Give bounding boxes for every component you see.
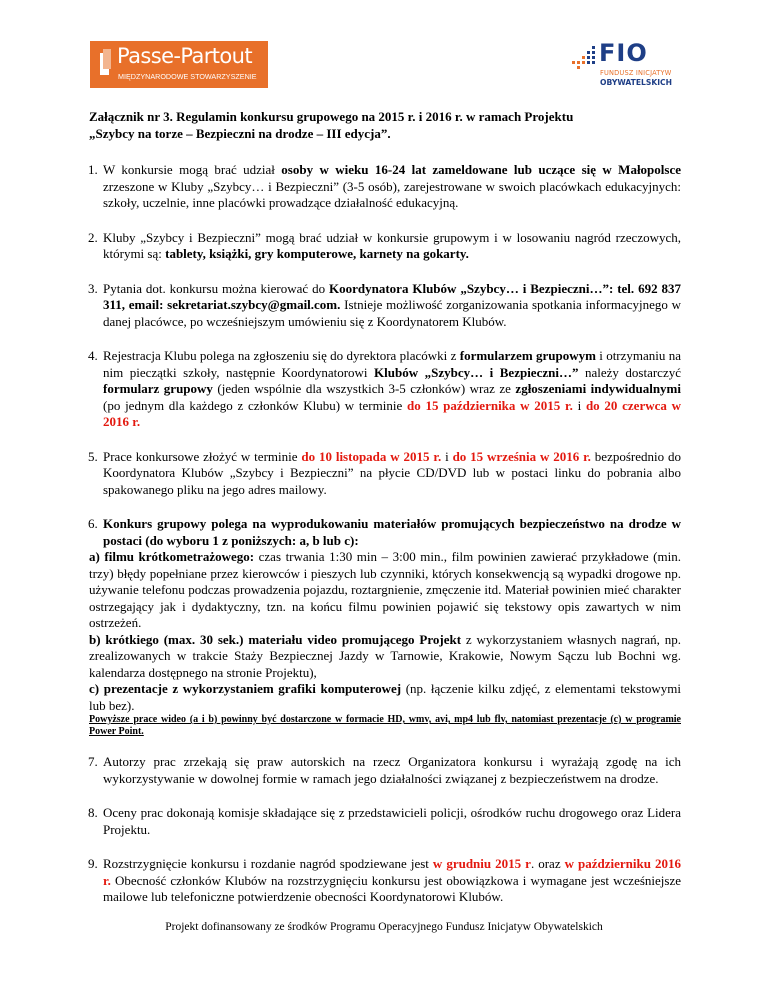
list-item-2: 2. Kluby „Szybcy i Bezpieczni” mogą brać udział w konkursie grupowym i w losowaniu nagród rzeczowych, którymi są: tablety, książki, gry komputerowe, karnety na gokarty. (88, 229, 681, 261)
list-item-9: 9. Rozstrzygnięcie konkursu i rozdanie nagród spodziewane jest w grudniu 2015 r. oraz w październiku 2016 r. Obecność członków Klubów na rozstrzygnięciu konkursu jest obowiązkowa i wymagane jest wcześniejsze mailowe lub telefoniczne potwierdzenie obecności Koordynatorowi Klubów. (88, 856, 682, 904)
list-item-8: 8. Oceny prac dokonają komisje składające się z przedstawicieli policji, ośrodków ruchu drogowego oraz Lidera Projektu. (88, 805, 681, 837)
document-title: Załącznik nr 3. Regulamin konkursu grupowego na 2015 r. i 2016 r. w ramach Projektu „Szybcy na torze – Bezpieczni na drodze – III edycja”. (89, 109, 574, 141)
list-item-4: 4. Rejestracja Klubu polega na zgłoszeniu się do dyrektora placówki z formularzem grupowym i otrzymaniu na nim pieczątki szkoły, następnie Koordynatorowi Klubów „Szybcy… i Bezpieczni…” należy dostarczyć formularz grupowy (jeden wspólnie dla wszystkich 3-5 członków) wraz ze zgłoszeniami indywidualnymi (po jednym dla każdego z członków Klubu) w terminie do 15 października w 2015 r. i do 20 czerwca w 2016 r. (88, 348, 682, 429)
option-a: a) filmu krótkometrażowego: czas trwania 1:30 min – 3:00 min., film powinien zawierać przykładowe (min. trzy) błędy popełniane przez kierowców i pieszych lub czynniki, których konsekwencją są wypadki drogowe np. używanie telefonu podczas prowadzenia pojazdu, roztargnienie, zmęczenie itd. Materiał powinien mieć charakter ostrzegający jak i dydaktyczny, tzn. na końcu filmu powinien pojawić się tekstowy opis zawartych w nim ostrzeżeń. (89, 549, 681, 630)
document-body (89, 109, 681, 924)
logo-mark-icon (100, 49, 111, 75)
logo-right-line1: FUNDUSZ INICJATYW (600, 69, 672, 77)
list-item-6: 6. Konkurs grupowy polega na wyprodukowaniu materiałów promujących bezpieczeństwo na drodze w postaci (do wyboru 1 z poniższych: a, b lub c): a) filmu krótkometrażowego: czas trwania 1:30 min – 3:00 min., film powinien zawierać przykładowe (min. trzy) błędy popełniane przez kierowców i pieszych lub czynniki, których konsekwencją są wypadki drogowe np. używanie telefonu podczas prowadzenia pojazdu, roztargnienie, zmęczenie itd. Materiał powinien mieć charakter ostrzegający jak i dydaktyczny, tzn. na końcu filmu powinien pojawić się tekstowy opis zawartych w nim ostrzeżeń. b) krótkiego (max. 30 sek.) materiału video promującego Projekt z wykorzystaniem własnych nagrań, np. zrealizowanych w trakcie Staży Bezpiecznej Jazdy w Tarnowie, Krakowie, Nowym Sączu lub Bochni wg. kalendarza dostępnego na stronie Projektu), c) prezentacje z wykorzystaniem grafiki komputerowej (np. łączenie kilku zdjęć, z elementami tekstowymi lub bez). Powyższe prace wideo (a i b) powinny być dostarczone w formacie HD, wmv, avi, mp4 lub flv, natomiast prezentacje (c) w programie Power Point. (88, 516, 681, 737)
logo-left-subtitle: MIĘDZYNARODOWE STOWARZYSZENIE (118, 72, 257, 81)
list-item-5: 5. Prace konkursowe złożyć w terminie do 10 listopada w 2015 r. i do 15 września w 2016 r. bezpośrednio do Koordynatora Klubów „Szybcy i Bezpieczni” na płycie CD/DVD lub w postaci linku do pobrania albo spakowanego pliku na jego adres mailowy. (88, 448, 681, 497)
logo-right-name: FIO (599, 39, 648, 67)
list-item-3: 3. Pytania dot. konkursu można kierować do Koordynatora Klubów „Szybcy… i Bezpieczni…”: tel. 692 837 311, email: sekretariat.szybcy@gmail.com. Istnieje możliwość zorganizowania spotkania informacyjnego w danej placówce, po wcześniejszym umówieniu się z Koordynatorem Klubów. (88, 280, 681, 329)
list-item-7: 7. Autorzy prac zrzekają się praw autorskich na rzecz Organizatora konkursu i wyrażają zgodę na ich wykorzystywanie w dowolnej formie w ramach jego działalności związanej z bezpieczeństwem na drodze. (88, 754, 681, 786)
option-c: c) prezentacje z wykorzystaniem grafiki komputerowej (np. łączenie kilku zdjęć, z elementami tekstowymi lub bez). (89, 681, 681, 713)
logo-left-name: Passe-Partout (117, 44, 253, 68)
format-note: Powyższe prace wideo (a i b) powinny być dostarczone w formacie HD, wmv, avi, mp4 lub flv, natomiast prezentacje (c) w programie Power Point. (89, 714, 681, 737)
list-item-1: 1. W konkursie mogą brać udział osoby w wieku 16-24 lat zameldowane lub uczące się w Małopolsce zrzeszone w Kluby „Szybcy… i Bezpieczni” (3-5 osób), zarejestrowane w swoich placówkach edukacyjnych: szkoły, uczelnie, inne placówki prowadzące działalność edukacyjną. (88, 162, 681, 210)
fio-logo (570, 39, 680, 92)
passe-partout-logo (90, 41, 268, 88)
option-b: b) krótkiego (max. 30 sek.) materiału video promującego Projekt z wykorzystaniem własnych nagrań, np. zrealizowanych w trakcie Staży Bezpiecznej Jazdy w Tarnowie, Krakowie, Nowym Sączu lub Bochni wg. kalendarza dostępnego na stronie Projektu), (89, 631, 681, 680)
fio-dots-icon (570, 46, 598, 72)
page-footer: Projekt dofinansowany ze środków Programu Operacyjnego Fundusz Inicjatyw Obywatelskich (165, 921, 603, 933)
logo-right-line2: OBYWATELSKICH (600, 78, 672, 87)
